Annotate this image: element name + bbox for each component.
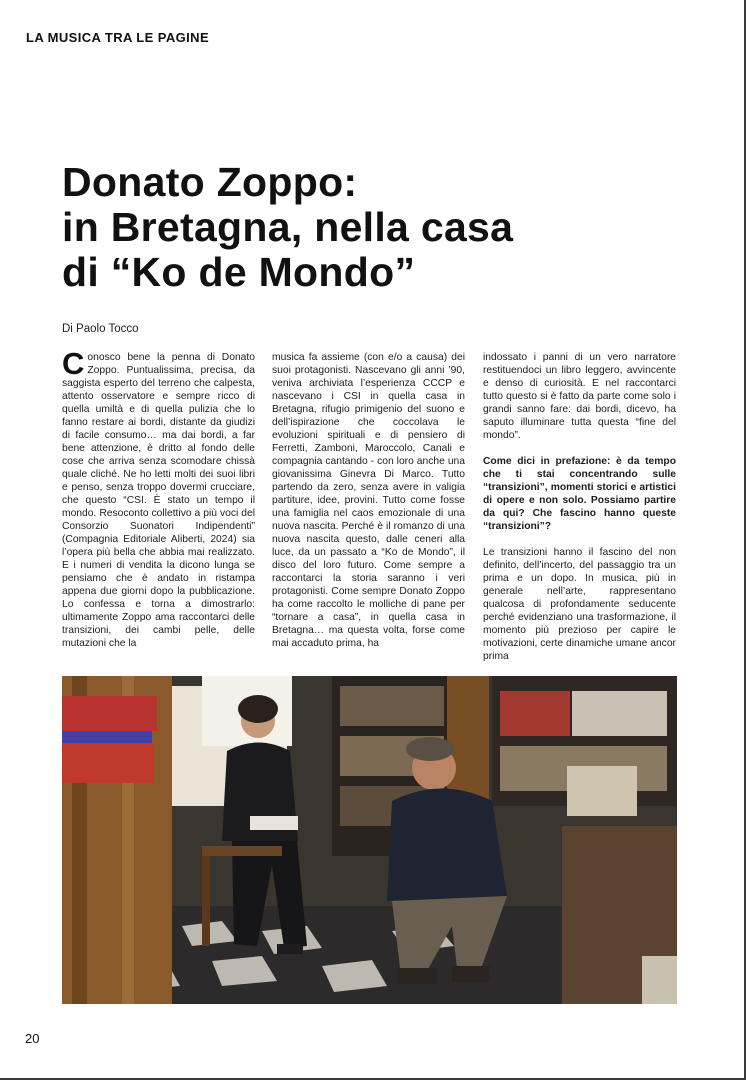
page-number: 20: [25, 1031, 40, 1046]
title-line-1: Donato Zoppo:: [62, 159, 358, 205]
column-1-text: onosco bene la penna di Donato Zoppo. Puntualissima, precisa, da saggista esperto del terreno che calpesta, attento osservatore e sempre ricco di quella umiltà e di quella pulizia che lo fanno restare ai bordi, distante da giudizi di facile consumo… ma dai bordi, a far bene attenzione, è dritto al fondo delle cose che arriva senza scomodare chissà quale cliché. Ne ho letti molti dei suoi libri e penso, senza troppo dovermi crucciare, che questo “CSI. È stato un tempo il mondo. Resoconto collettivo a più voci del Consorzio Suonatori Indipendenti” (Compagnia Editoriale Aliberti, 2024) sia l’opera più bella che abbia mai realizzato. E i numeri di vendita la dicono lunga se pensiamo che è andato in ristampa appena due giorni dopo la pubblicazione. Lo confessa e torna a dimostrarlo: ultimamente Zoppo ama raccontarci delle transizioni, dei cambi pelle, delle mutazioni che la: [62, 352, 255, 650]
title-line-3: di “Ko de Mondo”: [62, 249, 416, 295]
photo-illustration: [62, 676, 677, 1004]
interview-answer: Le transizioni hanno il fascino del non definito, dell’incerto, del passaggio tra un prima e un dopo. In musica, più in generale nell’arte, rappresentano qualcosa di profondamente seducente perché evidenziano una trasformazione, il momento più prezioso per capire le motivazioni, certe dinamiche umane ancor prima: [483, 547, 676, 663]
interview-question: Come dici in prefazione: è da tempo che ti stai concentrando sulle “transizioni”, momenti storici e artistici di opere e non solo. Possiamo partire da qui? Che fascino hanno queste “transizioni”?: [483, 456, 676, 533]
byline: Di Paolo Tocco: [62, 323, 139, 335]
text-column-3: [483, 351, 676, 663]
title-line-2: in Bretagna, nella casa: [62, 204, 514, 250]
column-3-text: indossato i panni di un vero narratore restituendoci un libro leggero, avvincente e denso di curiosità. E nel raccontarci tutto questo si è fatto da parte come solo i grandi sanno fare: dai bordi, dicevo, ha saputo illuminare tutta questa “fine del mondo”.: [483, 352, 676, 442]
section-header: LA MUSICA TRA LE PAGINE: [26, 30, 210, 45]
column-2-text: musica fa assieme (con e/o a causa) dei suoi protagonisti. Nascevano gli anni ’90, veniva archiviata l’esperienza CCCP e nascevano i CSI in quella casa in Bretagna, rifugio primigenio del suono e dell’ispirazione che coccolava le evoluzioni spirituali e di pensiero di Ferretti, Zamboni, Maroccolo, Canali e compagnia cantando - con loro anche una giovanissima Ginevra Di Marco. Tutto partendo da zero, senza avere in valigia partiture, idee, provini. Tutto come fosse una famiglia nel caos emozionale di una nuova nascita. Perché è il romanzo di una nuova nascita questo, dalle ceneri alla luce, da un passato a “Ko de Mondo”, il disco del loro futuro. Come sempre a raccontarci la storia saranno i veri protagonisti. Come sempre Donato Zoppo ha come raccolto le molliche di pane per “tornare a casa”, in quella casa in Bretagna… ma questa volta, forse come mai accaduto prima, ha: [272, 352, 465, 650]
text-column-1: [62, 351, 255, 663]
drop-cap: C: [62, 351, 85, 381]
article-photo: [62, 676, 677, 1004]
article-title: [62, 160, 702, 295]
text-column-2: [272, 351, 465, 663]
